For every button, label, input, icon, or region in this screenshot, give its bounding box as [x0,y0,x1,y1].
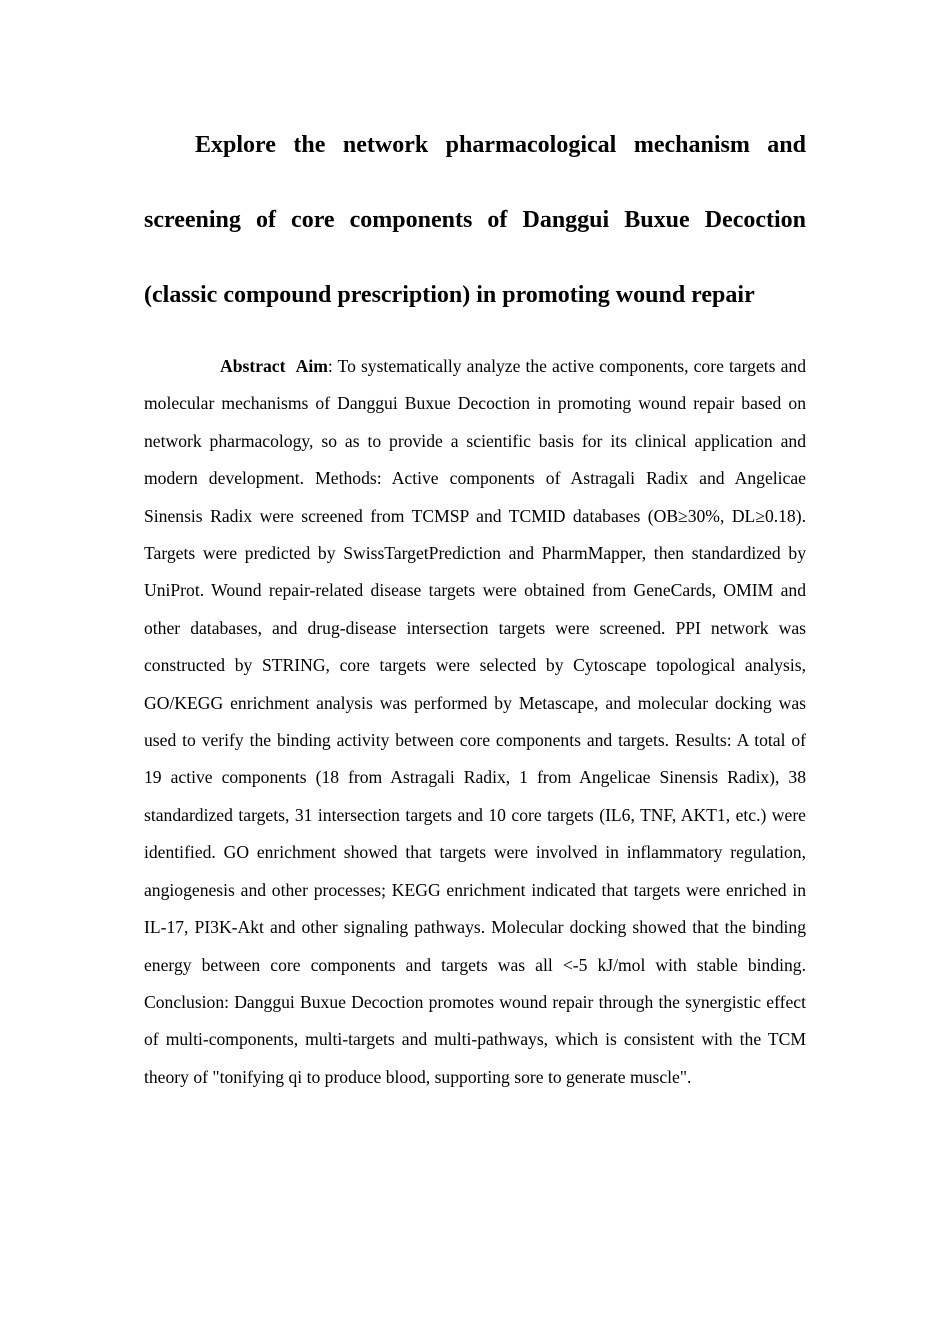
abstract-body: To systematically analyze the active components, core targets and molecular mechanisms of Danggui Buxue Decoction in promoting wound repair based on network pharmacology, so as to provide a scientific basis for its clinical application and modern development. Methods: Active components of Astragali Radix and Angelicae Sinensis Radix were screened from TCMSP and TCMID databases (OB≥30%, DL≥0.18). Targets were predicted by SwissTargetPrediction and PharmMapper, then standardized by UniProt. Wound repair-related disease targets were obtained from GeneCards, OMIM and other databases, and drug-disease intersection targets were screened. PPI network was constructed by STRING, core targets were selected by Cytoscape topological analysis, GO/KEGG enrichment analysis was performed by Metascape, and molecular docking was used to verify the binding activity between core components and targets. Results: A total of 19 active components (18 from Astragali Radix, 1 from Angelicae Sinensis Radix), 38 standardized targets, 31 intersection targets and 10 core targets (IL6, TNF, AKT1, etc.) were identified. GO enrichment showed that targets were involved in inflammatory regulation, angiogenesis and other processes; KEGG enrichment indicated that targets were enriched in IL-17, PI3K-Akt and other signaling pathways. Molecular docking showed that the binding energy between core components and targets was all <-5 kJ/mol with stable binding. Conclusion: Danggui Buxue Decoction promotes wound repair through the synergistic effect of multi-components, multi-targets and multi-pathways, which is consistent with the TCM theory of "tonifying qi to produce blood, supporting sore to generate muscle". [144,356,807,1087]
aim-label: Aim [295,356,328,376]
abstract-paragraph [144,348,806,1096]
document-page [144,108,806,1096]
paper-title: Explore the network pharmacological mechanism and screening of core components of Danggui Buxue Decoction (classic compound prescription) in promoting wound repair [144,132,806,308]
aim-separator: : [327,356,338,376]
abstract-label: Abstract [220,356,286,376]
